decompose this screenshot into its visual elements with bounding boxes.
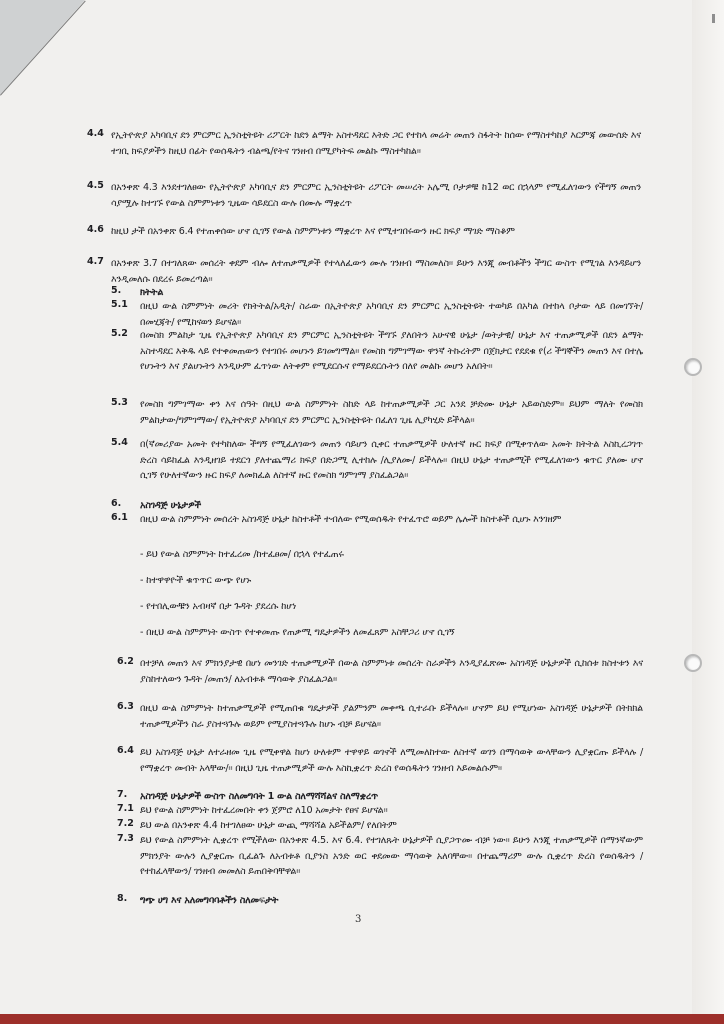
clause-text: ከዚህ ታች በአንቀጽ 6.4 የተጠቀሰው ሆኖ ሲገኝ የውል ስምምነቱን ማቋረጥ እና የሚተገበሩውን ዙር ክፍያ ማገድ ማስቆም bbox=[111, 226, 515, 237]
clause-number: 5.1 bbox=[111, 299, 128, 310]
clause-number: 4.4 bbox=[87, 128, 104, 139]
clause-number: 6.3 bbox=[117, 701, 134, 712]
clause-text: በዚህ ውል ስምምነት መሰረት አስገዳጅ ሁኔታ ከስተቶች ተብለው የሚወሰዱት የተፈጥሮ ወይም ሌሎች ክስተቶች ሲሆኑ እንገዘም bbox=[140, 514, 562, 525]
clause-number: 4.5 bbox=[87, 180, 104, 191]
clause-number: 7.3 bbox=[117, 833, 134, 844]
clause-text: በተቻለ መጠን እና ምክንያታዊ በሆነ መንገድ ተጠቃሚዎች በውል ስምምነቱ መሰረት ስራዎችን እንዲያፈጽሙ አስገዳጅ ሁኔታዎች ሲከሰቱ ክስተቱን እና ያስከተለውን ጉዳት /መጠን/ ለአብቱቶ ማሳወቅ ያስፈልጋል፡፡ bbox=[140, 658, 643, 685]
clause-text: ይህ አስገዳጅ ሁኔታ ለተራዘመ ጊዜ የሚቀዋል ከሆነ ሁለቱም ተዋዋይ ወገኖች ለሚመለከተው ለስተኛ ወገን በማሳወቅ ውላቸውን ሊያቋርጡ ይችላሉ /የማቋረጥ መብት አላቸው/፡፡ በዚህ ጊዜ ተጠቃሚዎች ውሉ እስኪቋረጥ ድረስ የወሰዱትን ገንዘብ እይመልሱም፡፡ bbox=[140, 747, 643, 774]
section-heading: ክትትል bbox=[140, 287, 164, 298]
clause-text: ይህ የውል ስምምነት ሊቋረጥ የሚችለው በአንቀጽ 4.5. እና 6.4. የተገለጹት ሁኔታዎች ሲያጋጥሙ ብቻ ነው፡፡ ይሁን እንጂ ተጠቃሚዎች በማንኛውም ምክንያት ውሉን ሊያቋርጡ ቢፈልጉ ለአብቱቶ ቢያንስ አንድ ወር ቀደመው ማሳወቅ አለባቸው፡፡ በተጨማሪም ውሉ ሲቋረጥ ድረስ የወሰዱትን /የተከፈላቸውን/ ገንዘብ መመለስ ይጠበቅባቸዋል፡፡ bbox=[140, 835, 643, 877]
bullet-item: - ይህ የውል ስምምነት ከተፈረመ /ከተፈፀመ/ በኋላ የተፈጠሩ bbox=[140, 549, 344, 560]
clause-text: በ(ኛመሪያው አመት የተካከለው ችግኝ የሚፈለገውን መጠን ሳይሆን ሲቀር ተጠቃሚዎች ሁለተኛ ዙር ክፍያ በሚቀጥለው አመት ክትትል እስኪረጋገጥ ድረስ ሳይከፈል እንዲዘገይ ተደርጎ ያለተጨማሪ ክፍያ በድጋሚ ሊተከሉ /ሊያለሙ/ ይችላሉ፡፡ በዚህ ሁኔታ ተጠቃሚች የሚፈለገውን ቁጥር ያለሙ ሆኖ ሲገኝ የሁለተኛውን ዙር ክፍያ ለመክፈል ለስተኛ ዙር የመስክ ግምገማ ያስፈልጋል፡፡ bbox=[140, 439, 643, 481]
clause-number: 6.4 bbox=[117, 745, 134, 756]
clause-number: 5.3 bbox=[111, 397, 128, 408]
bullet-item: - ከተዋዋዮች ቁጥጥር ውጭ የሆኑ bbox=[140, 575, 252, 586]
bullet-item: - የተበሊውቹን አብዛኛ በታ ጉዳት ያደረሱ ከሆነ bbox=[140, 601, 297, 612]
clause-number: 6.1 bbox=[111, 512, 128, 523]
clause-text: የኢትዮጵያ አካባቢና ደን ምርምር ኢንስቲትዩት ሪፖርት ከደን ልማት አስተዳደር እትድ ጋር የተከላ መሬት መጠን ስፋትት ከሰው የማስተካከያ እርምጃ መውሰድ እና ተገቢ ክፍያዎችን ከዚህ በፊት የወሰዱትን ብልጫ/የትና ገንዘብ በሚያካትፍ መልኩ ማስተካከል፡፡ bbox=[111, 130, 641, 157]
clause-text: በዚህ ውል ስምምነት ከተጠቃሚዎች የሚጠበቁ ግዴታዎች ያልምንም መቀጫ ሲተራቡ ይችላሉ፡፡ ሆኖም ይህ የሚሆነው አስገዳጅ ሁኔታዎች በትክክል ተጠቃሚዎችን ስራ ያስተጓጉሉ ወይም የሚያስተጓጉሉ ከሆኑ ብቻ ይሆናል፡፡ bbox=[140, 703, 643, 730]
clause-text: በመስክ ምልከታ ጊዜ የኢትዮጵያ አካባቢና ደን ምርምር ኢንስቲትዩት ችግኙ ያለበትን አሁናዊ ሁኔታ /ወትታዊ/ ሁኔታ እና ተጠቃሚዎች በደን ልማት አስተዳደር እቅዱ ላይ የተቀመጠውን የተገበሩ መሆኑን ይገመግማል፡፡ የመስክ ግምገማው ዋንኛ ትኩረትም በጀክታር የደደቁ የ(ሪ ችግኞችን መጠን እና በተሌ የሆኑትን እና ያልሆኑትን እንዲሁም ፈጥነው ለትቀም የሚደርሱና የማይደርሱትን በለየ መልኩ መሆን አለበት፡፡ bbox=[140, 330, 643, 372]
clause-number: 6.2 bbox=[117, 656, 134, 667]
background-surface bbox=[0, 1014, 724, 1024]
clause-text: ይህ የውል ስምምነት ከተፈረመበት ቀን ጀምሮ ለ10 አመታት የፀና ይሆናል፡፡ bbox=[140, 805, 388, 816]
page-number: 3 bbox=[355, 914, 362, 925]
section-heading: ግጭ ሀግ እና አለመግባባቶችን ስለመፍታት bbox=[140, 895, 279, 906]
clause-number: 4.7 bbox=[87, 256, 104, 267]
section-heading: አስገዳጅ ሁኔታዎች ውስጥ ስለመግባት 1 ውል ስለማሻሻልና ስለማቋረጥ bbox=[140, 791, 379, 802]
bullet-item: - በዚህ ውል ስምምነት ውስጥ የተቀመጡ የጠቃሚ ግዴታዎችን ለመፈጸም አስቸጋሪ ሆኖ ሲገኝ bbox=[140, 627, 455, 638]
clause-number: 7.1 bbox=[117, 803, 134, 814]
clause-number: 5.2 bbox=[111, 328, 128, 339]
section-number: 7. bbox=[117, 789, 128, 800]
clause-number: 7.2 bbox=[117, 818, 134, 829]
section-heading: አስገዳጅ ሁኔታዎች bbox=[140, 500, 202, 511]
clause-text: በአንቀጽ 4.3 እንደተገለፀው የኢትዮጵያ አካባቢና ደን ምርምር ኢንስቲትዩት ሪፖርት መሠረት አሌሚ ቦታዎቹ ከ12 ወር በኋላም የሚፈለገውን የችግኝ መጠን ሳያሟሉ ከተገኙ የውል ስምምነቱን ጊዜው ሳይደርስ ውሉ በሙሉ ማቋረጥ bbox=[111, 182, 641, 209]
section-number: 6. bbox=[111, 498, 122, 509]
clause-number: 4.6 bbox=[87, 224, 104, 235]
section-number: 8. bbox=[117, 893, 128, 904]
clause-text: የመስክ ግምገማው ቀን እና ሰዓት በዚህ ውል ስምምነት ስከድ ላይ ከተጠቃሚዎች ጋር አንደ ቻድሙ ሁኔታ አይወስድም፡፡ ይህም ማለት የመስክ ምልከታው/ግምገማው/ የኢትዮጵያ አካባቢና ደን ምርምር ኢንስቲትዩት በፈለገ ጊዜ ሊያካሂድ ይችላል፡፡ bbox=[140, 399, 643, 426]
clause-number: 5.4 bbox=[111, 437, 128, 448]
clause-text: በአንቀጽ 3.7 በተገለጸው መሰረት ቀደም ብሎ ለተጠቃሚዎች የተላለፈውን ሙሉ ገንዘብ ማስመለስ፡፡ ይሁን እንጂ መብቶችን ችግር ውስጥ የሚገል እንዳይሆን እንዲመለሱ በደረሩ ይመረጣል፡፡ bbox=[111, 258, 641, 285]
clause-text: ይህ ውል በአንቀጽ 4.4 ከተገለፀው ሁኔታ ውጪ ማሻሻል አይችልም/ የለበትም bbox=[140, 820, 397, 831]
clause-text: በዚህ ውል ስምምነት መሪት የክትትል/አዲት/ ስራው በኢትዮጵያ አካባቢና ደን ምርምር ኢንስቲትዩት ተወካይ በአካል በተከላ ቦታው ላይ በመገኘት/በመሂጃት/ የሚከናወን ይሆናል፡፡ bbox=[140, 301, 643, 328]
section-number: 5. bbox=[111, 285, 122, 296]
